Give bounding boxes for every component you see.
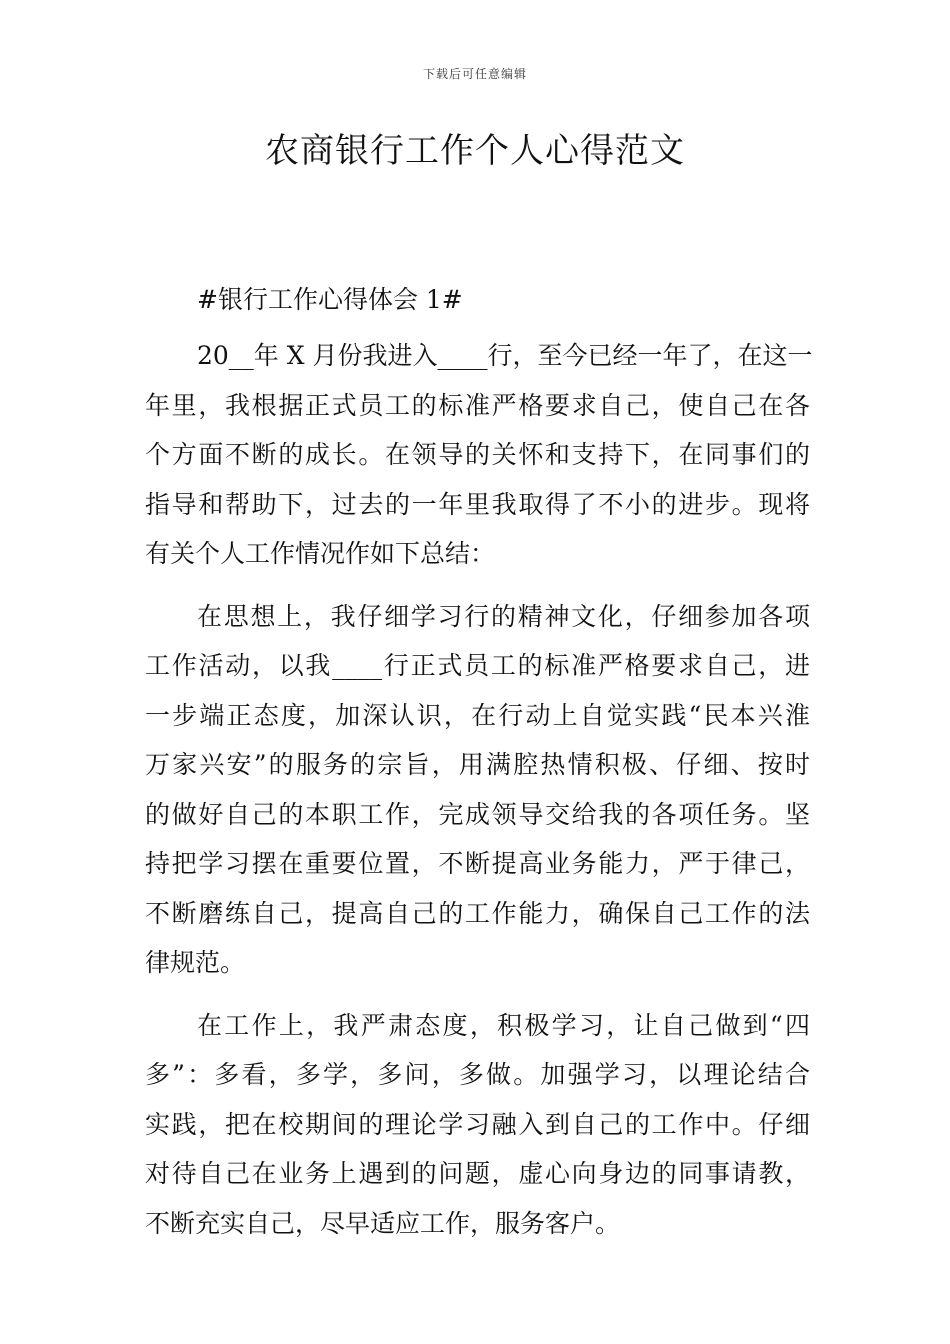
paragraph-line: 在工作上，我严肃态度，积极学习，让自己做到“四 [197,1010,810,1040]
section-heading: #银行工作心得体会 1# [197,285,463,314]
paragraph-line: 20__年 X 月份我进入____行，至今已经一年了，在这一 [197,341,813,370]
paragraph-line: 一步端正态度，加深认识，在行动上自觉实践“民本兴淮 [145,700,810,730]
paragraph-line: 律规范。 [145,948,246,977]
paragraph-line: 年里，我根据正式员工的标准严格要求自己，使自己在各 [145,390,810,420]
paragraph-line: 万家兴安”的服务的宗旨，用满腔热情积极、仔细、按时 [145,750,810,779]
paragraph-line: 对待自己在业务上遇到的问题，虚心向身边的同事请教， [145,1159,810,1188]
paragraph-line: 指导和帮助下，过去的一年里我取得了不小的进步。现将 [145,489,810,519]
paragraph-line: 个方面不断的成长。在领导的关怀和支持下，在同事们的 [145,440,810,469]
paragraph-line: 多”：多看，多学，多问，多做。加强学习，以理论结合 [145,1060,810,1089]
document-title: 农商银行工作个人心得范文 [265,131,685,171]
paragraph-line: 实践，把在校期间的理论学习融入到自己的工作中。仔细 [145,1109,810,1139]
paragraph-line: 不断磨练自己，提高自己的工作能力，确保自己工作的法 [145,898,810,928]
paragraph-1 [145,331,813,579]
paragraph-line: 在思想上，我仔细学习行的精神文化，仔细参加各项 [197,601,810,631]
paragraph-line: 不断充实自己，尽早适应工作，服务客户。 [145,1208,621,1238]
header-note: 下载后可任意编辑 [422,67,527,81]
paragraph-line: 有关个人工作情况作如下总结： [145,539,496,568]
paragraph-line: 的做好自己的本职工作，完成领导交给我的各项任务。坚 [145,799,810,829]
paragraph-line: 工作活动，以我____行正式员工的标准严格要求自己，进 [145,651,810,680]
paragraph-3 [145,1001,810,1249]
document-body [145,282,813,1248]
paragraph-2 [145,592,810,988]
paragraph-line: 持把学习摆在重要位置，不断提高业务能力，严于律己， [145,849,810,878]
